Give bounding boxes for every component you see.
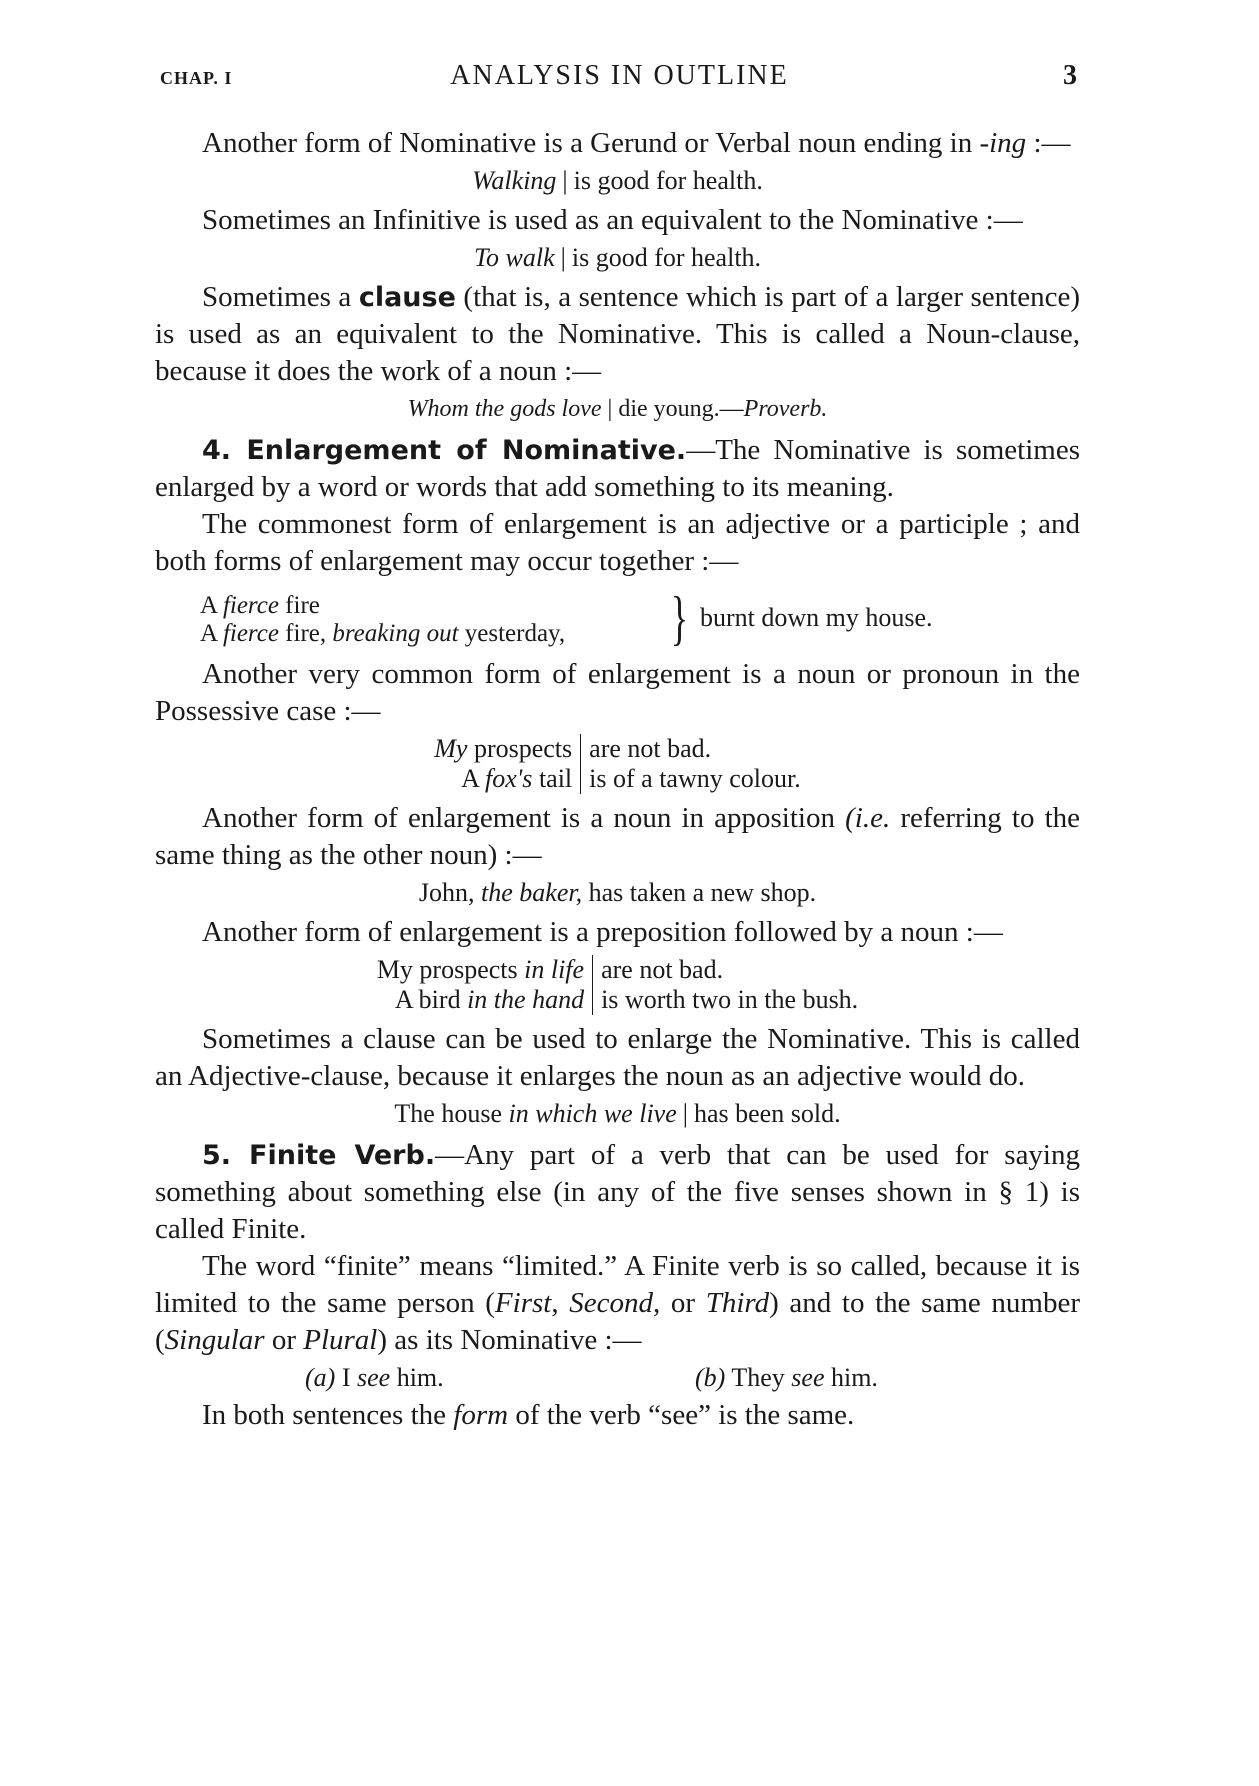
brace-line-2: A fierce fire, breaking out yesterday,	[200, 620, 566, 647]
gerund-paragraph: Another form of Nominative is a Gerund or Verbal noun ending in -ing :—	[202, 127, 1071, 159]
infinitive-paragraph: Sometimes an Infinitive is used as an equivalent to the Nominative :—	[202, 204, 1023, 236]
page-body	[155, 125, 1080, 1434]
noun-clause-example: Whom the gods love | die young.—Proverb.	[407, 396, 828, 422]
page-header	[160, 60, 1079, 100]
preposition-row: A bird in the hand is worth two in the bush.	[369, 985, 866, 1015]
possessive-examples	[426, 734, 808, 794]
adjective-clause-paragraph: Sometimes a clause can be used to enlarge the Nominative. This is called an Adjective-clause, because it enlarges the noun as an adjective would do.	[155, 1023, 1080, 1092]
last-paragraph: In both sentences the form of the verb “see” is the same.	[202, 1399, 855, 1431]
noun-clause-paragraph: Sometimes a clause (that is, a sentence which is part of a larger sentence) is used as an equivalent to the Nominative. This is called a Noun-clause, because it does the work of a noun :—	[155, 281, 1081, 387]
right-brace: }	[670, 585, 689, 651]
section-5-paragraph: 5. Finite Verb.—Any part of a verb that can be used for saying something about something else (in any of the five senses shown in § 1) is called Finite.	[155, 1139, 1080, 1245]
preposition-row: My prospects in life are not bad.	[369, 955, 866, 985]
page-number: 3	[1063, 60, 1079, 91]
possessive-paragraph: Another very common form of enlargement is a noun or pronoun in the Possessive case :—	[155, 658, 1080, 727]
brace-result: burnt down my house.	[700, 603, 933, 632]
brace-example	[155, 586, 1080, 652]
possessive-row: A fox's tail is of a tawny colour.	[426, 764, 808, 794]
chapter-label: CHAP. I	[160, 68, 233, 88]
infinitive-example: To walk | is good for health.	[473, 243, 762, 272]
finite-paragraph: The word “finite” means “limited.” A Finite verb is so called, because it is limited to the same person (First, Second, or Third) and to the same number (Singular or Plural) as its Nominative :—	[155, 1250, 1081, 1356]
section-4-paragraph: 4. Enlargement of Nominative.—The Nominative is sometimes enlarged by a word or words that add something to its meaning.	[155, 434, 1080, 503]
example-a: (a) I see him.	[305, 1363, 444, 1392]
possessive-row: My prospects are not bad.	[426, 734, 808, 764]
finite-examples	[155, 1359, 1080, 1397]
apposition-example: John, the baker, has taken a new shop.	[418, 878, 817, 907]
gerund-example: Walking | is good for health.	[472, 166, 763, 195]
adjective-clause-example: The house in which we live | has been sold.	[394, 1099, 841, 1128]
preposition-paragraph: Another form of enlargement is a preposition followed by a noun :—	[202, 916, 1003, 948]
section-4-heading: 4. Enlargement of Nominative.	[202, 435, 687, 466]
running-title: ANALYSIS IN OUTLINE	[450, 60, 789, 91]
brace-line-1: A fierce fire	[200, 592, 320, 619]
preposition-examples	[369, 955, 866, 1015]
section-5-heading: 5. Finite Verb.	[202, 1140, 436, 1171]
commonest-paragraph: The commonest form of enlargement is an adjective or a participle ; and both forms of enlargement may occur together :—	[155, 508, 1080, 577]
example-b: (b) They see him.	[695, 1363, 878, 1392]
apposition-paragraph: Another form of enlargement is a noun in apposition (i.e. referring to the same thing as the other noun) :—	[155, 802, 1081, 871]
